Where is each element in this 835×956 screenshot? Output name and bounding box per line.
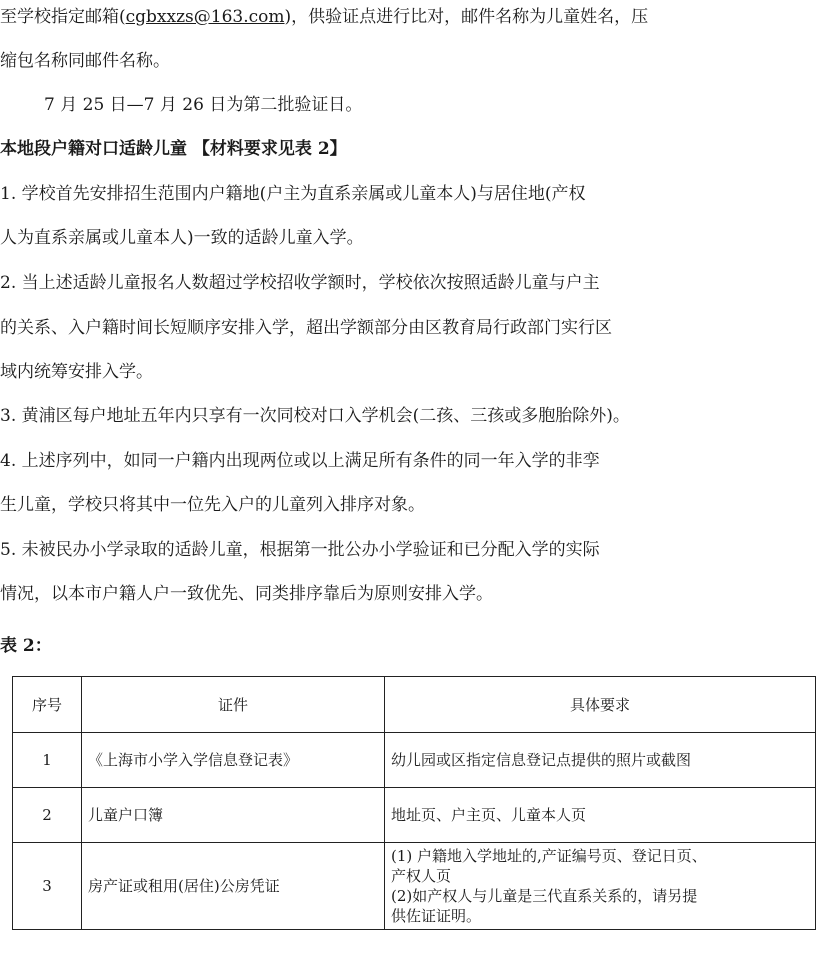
paragraph-line: 2. 当上述适龄儿童报名人数超过学校招收学额时，学校依次按照适龄儿童与户主 <box>0 273 600 293</box>
paragraph-line: 5. 未被民办小学录取的适龄儿童，根据第一批公办小学验证和已分配入学的实际 <box>0 540 600 560</box>
text-span: )，供验证点进行比对，邮件名称为儿童姓名，压 <box>284 7 649 27</box>
paragraph-line: 1. 学校首先安排招生范围内户籍地(户主为直系亲属或儿童本人)与居住地(产权 <box>0 184 586 204</box>
row-number: 2 <box>13 788 82 843</box>
requirement-cell: 幼儿园或区指定信息登记点提供的照片或截图 <box>385 733 816 788</box>
header-cell: 具体要求 <box>385 677 816 733</box>
table-row <box>13 843 816 930</box>
table-header-row <box>13 677 816 733</box>
requirements-table <box>12 676 816 930</box>
header-cell: 证件 <box>82 677 385 733</box>
paragraph-line: 7 月 25 日—7 月 26 日为第二批验证日。 <box>44 95 363 115</box>
paragraph-line: 生儿童，学校只将其中一位先入户的儿童列入排序对象。 <box>0 495 425 515</box>
table-row <box>13 788 816 843</box>
email-link[interactable]: cgbxxzs@163.com <box>125 7 285 27</box>
paragraph-line: 域内统筹安排入学。 <box>0 362 153 382</box>
paragraph-line: 3. 黄浦区每户地址五年内只享有一次同校对口入学机会(二孩、三孩或多胞胎除外)。 <box>0 406 630 426</box>
paragraph-line: 人为直系亲属或儿童本人)一致的适龄儿童入学。 <box>0 228 364 248</box>
paragraph-line: 情况，以本市户籍人户一致优先、同类排序靠后为原则安排入学。 <box>0 584 493 604</box>
requirement-line: (1) 户籍地入学地址的,产证编号页、登记日页、 <box>391 847 707 865</box>
table-caption: 表 2： <box>0 636 52 656</box>
requirement-cell <box>385 843 816 930</box>
requirement-line: 产权人页 <box>391 867 452 885</box>
paragraph-line: 的关系、入户籍时间长短顺序安排入学，超出学额部分由区教育局行政部门实行区 <box>0 318 612 338</box>
requirement-cell: 地址页、户主页、儿童本人页 <box>385 788 816 843</box>
row-number: 1 <box>13 733 82 788</box>
paragraph-line: 4. 上述序列中，如同一户籍内出现两位或以上满足所有条件的同一年入学的非孪 <box>0 451 600 471</box>
paragraph-line: 缩包名称同邮件名称。 <box>0 51 170 71</box>
paragraph-line <box>0 6 835 28</box>
document-cell: 儿童户口簿 <box>82 788 385 843</box>
table-row <box>13 733 816 788</box>
header-cell: 序号 <box>13 677 82 733</box>
document-cell: 房产证或租用(居住)公房凭证 <box>82 843 385 930</box>
row-number: 3 <box>13 843 82 930</box>
section-heading: 本地段户籍对口适龄儿童 【材料要求见表 2】 <box>0 139 347 159</box>
requirement-line: 供佐证证明。 <box>391 907 482 925</box>
requirement-line: (2)如产权人与儿童是三代直系关系的，请另提 <box>391 887 698 905</box>
text-span: 至学校指定邮箱( <box>0 7 126 27</box>
document-cell: 《上海市小学入学信息登记表》 <box>82 733 385 788</box>
